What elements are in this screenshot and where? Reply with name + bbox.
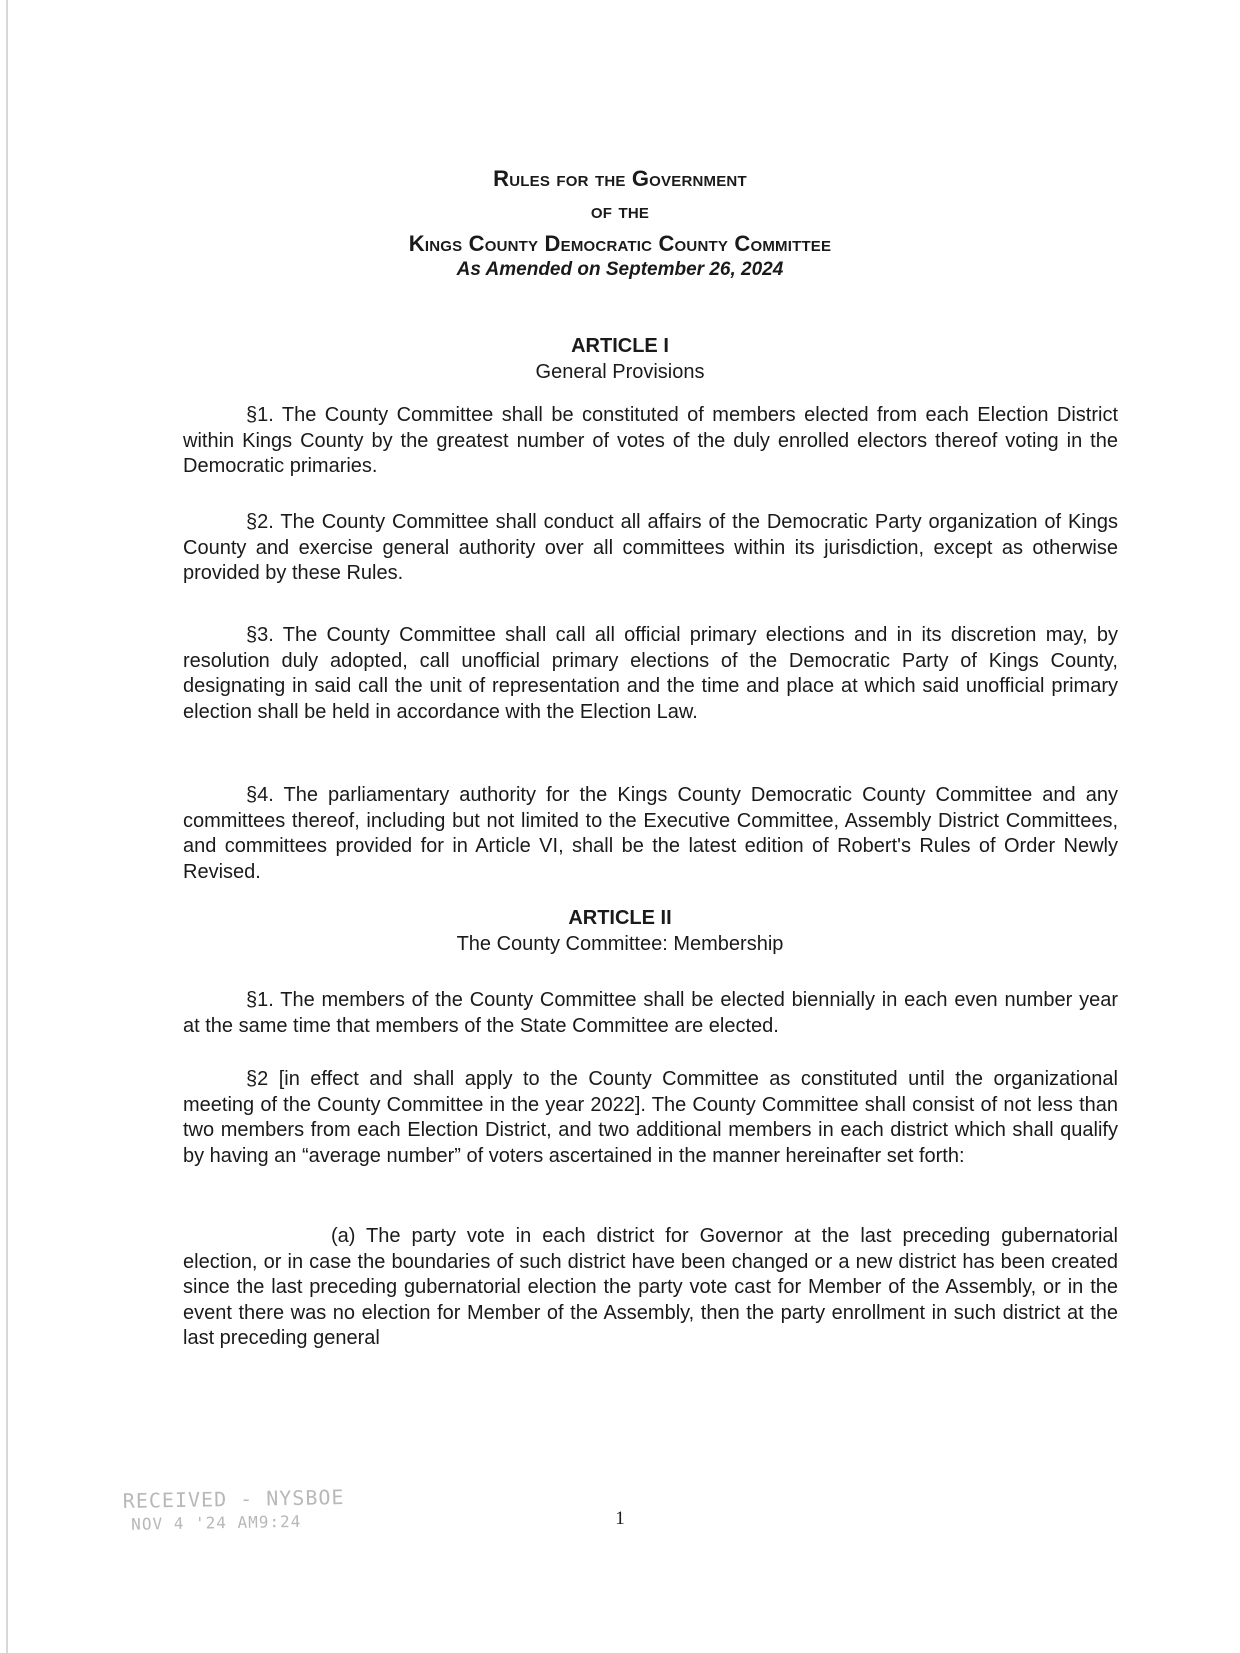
page-number: 1: [615, 1508, 625, 1529]
article-2-subtitle: The County Committee: Membership: [456, 933, 784, 955]
article-2-title: ARTICLE II: [568, 907, 672, 929]
article-1-section-3: §3. The County Committee shall call all official primary elections and in its discretion may, by resolution duly adopted, call unofficial primary elections of the Democratic Party of Kings County, designating in said call the unit of representation and the time and place at which said unofficial primary election shall be held in accordance with the Election Law.: [183, 624, 1118, 723]
article-1-title: ARTICLE I: [571, 335, 669, 357]
article-1-section-1: §1. The County Committee shall be constituted of members elected from each Election District within Kings County by the greatest number of votes of the duly enrolled electors thereof voting in the Democratic primaries.: [183, 404, 1118, 477]
article-1-section-2: §2. The County Committee shall conduct all affairs of the Democratic Party organization of Kings County and exercise general authority over all committees within its jurisdiction, except as otherwise provided by these Rules.: [183, 511, 1118, 584]
document-title-line-1: Rules for the Government: [493, 166, 747, 191]
document-title-line-2: of the: [590, 198, 650, 223]
amended-date: As Amended on September 26, 2024: [456, 259, 784, 280]
article-1-section-4: §4. The parliamentary authority for the Kings County Democratic County Committee and any committees thereof, including but not limited to the Executive Committee, Assembly District Committees, and committees provided for in Article VI, shall be the latest edition of Robert's Rules of Order Newly Revised.: [183, 784, 1118, 883]
document-title-line-3: Kings County Democratic County Committee: [408, 231, 832, 256]
article-1-subtitle: General Provisions: [535, 361, 705, 383]
article-2-section-1: §1. The members of the County Committee shall be elected biennially in each even number year at the same time that members of the State Committee are elected.: [183, 989, 1118, 1037]
article-2-section-2: §2 [in effect and shall apply to the County Committee as constituted until the organizational meeting of the County Committee in the year 2022]. The County Committee shall consist of not less than two members from each Election District, and two additional members in each district which shall qualify by having an “average number” of voters ascertained in the manner hereinafter set forth:: [183, 1068, 1118, 1167]
received-stamp-line-1: RECEIVED - NYSBOE: [122, 1485, 345, 1513]
received-stamp-line-2: NOV 4 '24 AM9:24: [131, 1511, 302, 1534]
article-2-section-2-subsection-a: (a) The party vote in each district for Governor at the last preceding gubernatorial election, or in case the boundaries of such district have been changed or a new district has been created since the last preceding gubernatorial election the party vote cast for Member of the Assembly, or in the event there was no election for Member of the Assembly, then the party enrollment in such district at the last preceding general: [183, 1225, 1118, 1349]
